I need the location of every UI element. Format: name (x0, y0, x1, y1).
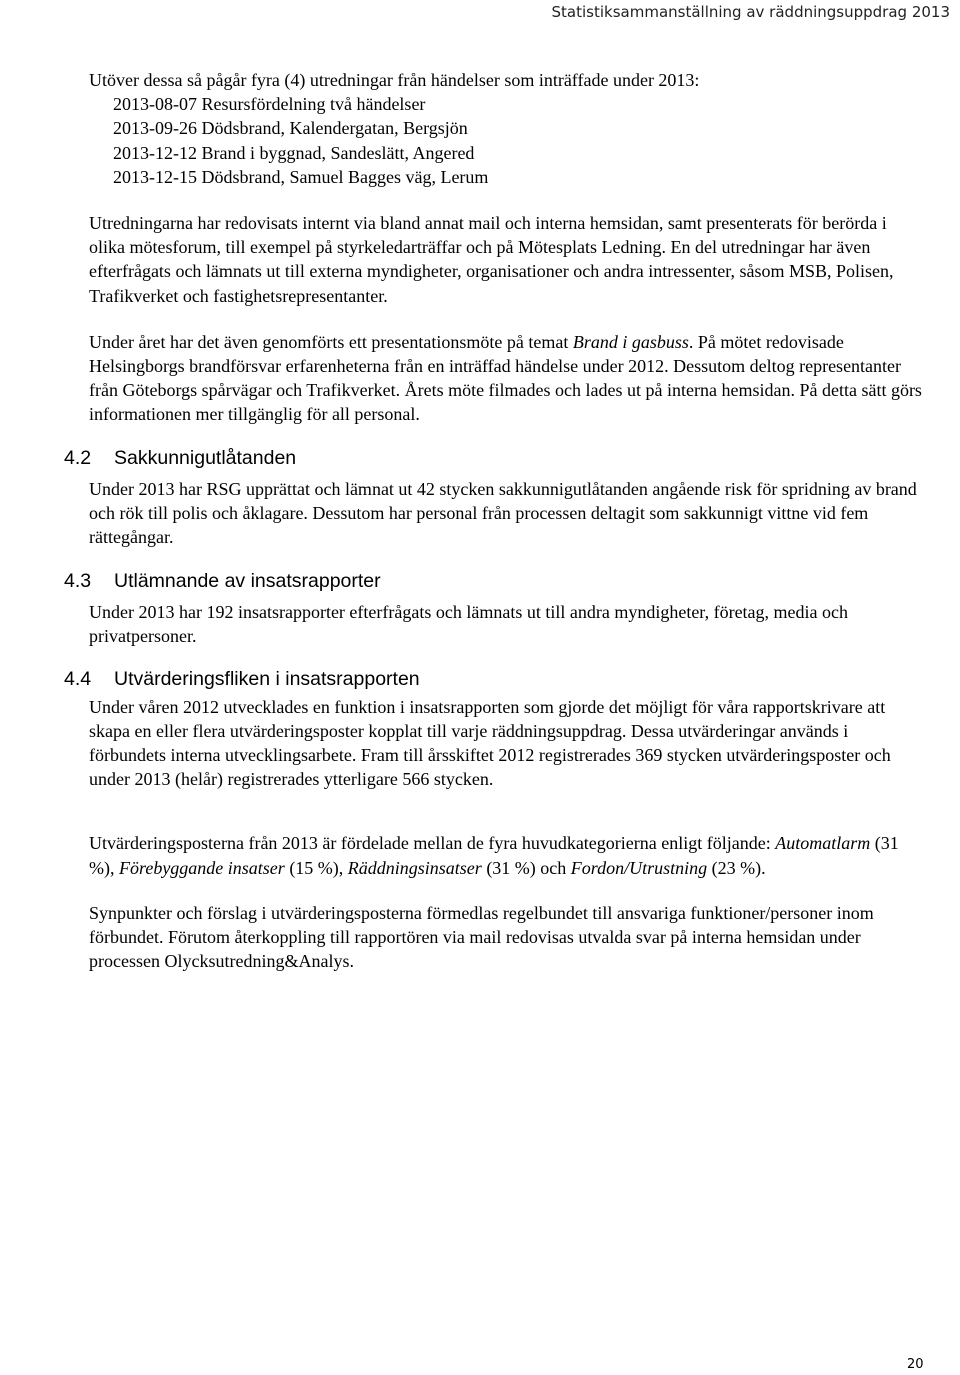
section-heading-4-4 (64, 667, 924, 691)
category-name: Automatlarm (775, 833, 871, 854)
list-item: 2013-08-07 Resursfördelning två händelser (113, 94, 426, 115)
category-name: Fordon/Utrustning (570, 857, 708, 878)
category-share: (31 %), (89, 833, 899, 878)
page-number: 20 (907, 1357, 924, 1372)
section-title: Utlämnande av insatsrapporter (114, 570, 381, 593)
gas-bus-text-before: Under året har det även genomförts ett presentationsmöte på temat (89, 331, 573, 352)
section-4-2-text: Under 2013 har RSG upprättat och lämnat ut 42 stycken sakkunnigutlåtanden angående risk för spridning av brand och rök till polis och åklagare. Dessutom har personal från processen deltagit som sakkunnigt vittne vid fem rättegångar. (89, 478, 917, 548)
investigation-list (113, 92, 924, 189)
section-number: 4.2 (64, 446, 92, 469)
section-4-4-paragraph-2 (89, 831, 924, 879)
gas-bus-text-after: . På mötet redovisade Helsingborgs brandförsvar erfarenheterna från en inträffad händelse under 2012. Dessutom deltog representanter från Göteborgs spårvägar och Trafikverket. Årets möte filmades och lades ut på interna hemsidan. På detta sätt görs informationen mer tillgänglig för all personal. (89, 331, 922, 425)
intro-text: Utöver dessa så pågår fyra (4) utredningar från händelser som inträffade under 2013: (89, 70, 700, 90)
category-share: (23 %). (707, 857, 766, 878)
section-4-4-paragraph-1: Under våren 2012 utvecklades en funktion i insatsrapporten som gjorde det möjligt för våra rapportskrivare att skapa en eller flera utvärderingsposter kopplat till varje räddningsuppdrag. Dessa utvärderingar används i förbundets interna utvecklingsarbete. Fram till årsskiftet 2012 registrerades 369 stycken utvärderingsposter och under 2013 (helår) registrerades ytterligare 566 stycken. (89, 696, 891, 790)
gas-bus-topic: Brand i gasbuss (572, 331, 689, 352)
section-4-4-paragraph-3: Synpunkter och förslag i utvärderingsposterna förmedlas regelbundet till ansvariga funktioner/personer inom förbundet. Förutom återkoppling till rapportören via mail redovisas utvalda svar på interna hemsidan under processen Olycksutredning&Analys. (89, 902, 874, 972)
category-share: (15 %), (284, 857, 348, 878)
section-number: 4.4 (64, 667, 92, 690)
section-heading-4-3 (64, 569, 924, 593)
reports-paragraph: Utredningarna har redovisats internt via bland annat mail och interna hemsidan, samt presenterats för berörda i olika mötesforum, till exempel på styrkeledarträffar och på Mötesplats Ledning. En del utredningar har även efterfrågats och lämnats ut till externa myndigheter, organisationer och andra intressenter, såsom MSB, Polisen, Trafikverket och fastighetsrepresentanter. (89, 213, 894, 306)
section-number: 4.3 (64, 570, 92, 593)
section-title: Sakkunnigutlåtanden (114, 446, 297, 469)
running-header: Statistiksammanställning av räddningsuppdrag 2013 (551, 3, 950, 21)
list-item: 2013-09-26 Dödsbrand, Kalendergatan, Bergsjön (113, 118, 468, 139)
list-item: 2013-12-12 Brand i byggnad, Sandeslätt, Angered (113, 142, 475, 163)
section-4-3-text: Under 2013 har 192 insatsrapporter efterfrågats och lämnats ut till andra myndigheter, företag, media och privatpersoner. (89, 602, 849, 647)
page-body (64, 68, 924, 973)
gas-bus-paragraph (89, 330, 924, 427)
category-name: Förebyggande insatser (119, 857, 285, 878)
section-title: Utvärderingsfliken i insatsrapporten (114, 667, 420, 690)
category-share: (31 %) och (481, 857, 571, 878)
category-name: Räddningsinsatser (347, 857, 482, 878)
categories-intro: Utvärderingsposterna från 2013 är fördelade mellan de fyra huvudkategorierna enligt följande: (89, 833, 776, 854)
list-item: 2013-12-15 Dödsbrand, Samuel Bagges väg, Lerum (113, 166, 489, 187)
section-heading-4-2 (64, 446, 924, 470)
